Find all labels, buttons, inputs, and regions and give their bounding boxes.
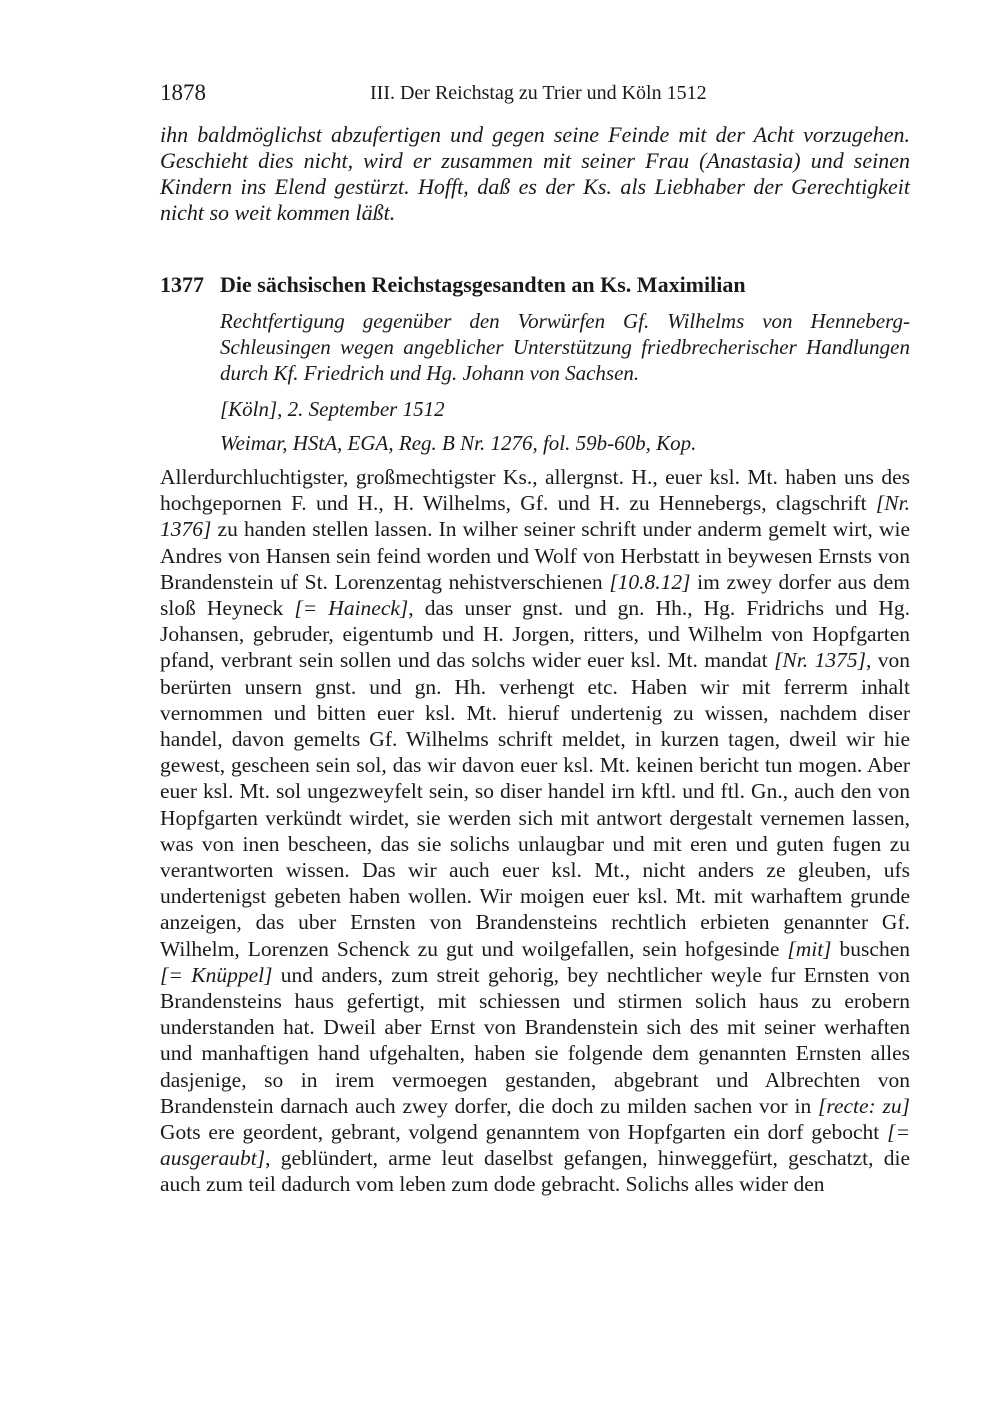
editorial-note: [= Knüppel]: [160, 962, 273, 987]
document-heading: [160, 272, 910, 298]
editorial-note: [recte: zu]: [818, 1093, 910, 1118]
editorial-note: [Nr. 1376]: [160, 491, 910, 542]
body-text-segment: Gots ere geordent, gebrant, volgend genanntem von Hopfgarten ein dorf gebocht: [160, 1120, 888, 1145]
document-title: Die sächsischen Reichstagsgesandten an Ks. Maximilian: [220, 272, 746, 297]
page: [160, 76, 910, 1198]
editorial-note: [= ausgeraubt]: [160, 1120, 910, 1171]
body-text-segment: , das unser gnst. und gn. Hh., Hg. Fridrichs und Hg. Johansen, gebruder, eigentumb und H. Jorgen, ritters, und Wilhelm von Hopfgarten pfand, verbrant sein sollen und das solchs wider euer ksl. Mt. mandat: [160, 596, 910, 673]
document-regest: Rechtfertigung gegenüber den Vorwürfen Gf. Wilhelms von Henneberg-Schleusingen wegen angeblicher Unterstützung friedbrecherischer Handlungen durch Kf. Friedrich und Hg. Johann von Sachsen.: [220, 309, 910, 385]
editorial-note: [Nr. 1375]: [774, 648, 866, 673]
body-text-segment: im zwey dorfer aus dem sloß Heyneck: [160, 569, 910, 621]
body-text-segment: , geblündert, arme leut daselbst gefangen, hinweggefürt, geschatzt, die auch zum teil dadurch vom leben zum dode gebracht. Solichs alles wider den: [160, 1146, 910, 1197]
body-text-segment: zu handen stellen lassen. In wilher seiner schrift under anderm gemelt wirt, wie Andres von Hansen sein feind worden und Wolf von Herbstatt in beywesen Ernsts von Brandenstein uf St. Lorenzentag nehistverschienen: [160, 517, 910, 594]
body-text-segment: buschen: [831, 936, 910, 961]
document-date: [Köln], 2. September 1512: [220, 397, 445, 421]
body-text-segment: Allerdurchluchtigster, großmechtigster Ks., allergnst. H., euer ksl. Mt. haben uns des hochgepornen F. und H., H. Wilhelms, Gf. und H. zu Hennebergs, clagschrift: [160, 465, 910, 516]
page-header: [160, 76, 910, 110]
running-title: III. Der Reichstag zu Trier und Köln 1512: [370, 82, 707, 104]
document-source: Weimar, HStA, EGA, Reg. B Nr. 1276, fol. 59b-60b, Kop.: [220, 431, 697, 455]
document-body-text: [160, 464, 910, 1198]
editorial-note: [mit]: [787, 936, 832, 961]
editorial-note: [= Haineck]: [294, 596, 409, 621]
document-number: 1377: [160, 272, 204, 297]
editorial-note: [10.8.12]: [609, 569, 691, 594]
page-number: 1878: [160, 80, 206, 105]
previous-document-summary: ihn baldmöglichst abzufertigen und gegen seine Feinde mit der Acht vorzugehen. Geschieht dies nicht, wird er zusammen mit seiner Frau (Anastasia) und seinen Kindern ins Elend gestürzt. Hofft, daß es der Ks. als Liebhaber der Gerechtigkeit nicht so weit kommen läßt.: [160, 122, 910, 225]
body-text-segment: , von berürten unsern gnst. und gn. Hh. verhengt etc. Haben wir mit ferrerm inhalt vernommen und bitten euer ksl. Mt. hieruf undertenig zu wissen, nachdem diser handel, davon gemelts Gf. Wilhelms schrift meldet, in kurzen tagen, dweil wir hie gewest, gescheen sein sol, das wir davon euer ksl. Mt. keinen bericht tun mogen. Aber euer ksl. Mt. sol ungezweyfelt sein, so diser handel irn kftl. und ftl. Gn., auch den von Hopfgarten verkündt wirdet, sie werden sich mit antwort dergestalt vernemen lassen, was von inen bescheen, das sie solichs unlaugbar und mit eren und guten fugen zu verantworten wissen. Das wir auch euer ksl. Mt., nicht anders ze gleuben, ufs undertenigst gebeten haben wollen. Wir moigen euer ksl. Mt. mit warhaftem grunde anzeigen, das uber Ernsten von Brandensteins rechtlich erbieten genannter Gf. Wilhelm, Lorenzen Schenck zu gut und woilgefallen, sein hofgesinde: [160, 648, 911, 961]
body-text-segment: und anders, zum streit gehorig, bey nechtlicher weyle fur Ernsten von Brandensteins haus gefertigt, mit schiessen und stirmen solich haus zu erobern understanden hat. Dweil aber Ernst von Brandenstein sich des mit seiner werhaften und manhaftigen hand ufgehalten, haben sie folgende dem genannten Ernsten alles dasjenige, so in irem vermoegen gestanden, abgebrant und Albrechten von Brandenstein darnach auch zwey dorfer, die doch zu milden sachen vor in: [160, 962, 910, 1118]
document-metadata: [220, 308, 910, 456]
